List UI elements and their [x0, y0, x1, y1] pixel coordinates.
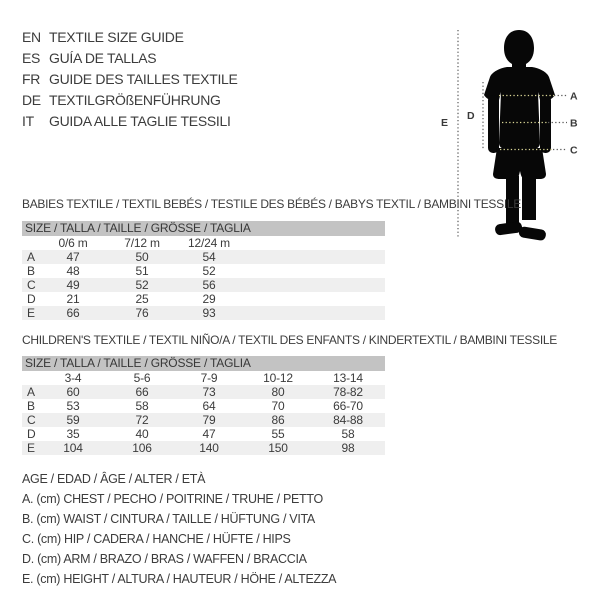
language-row-en: [22, 27, 238, 48]
table-cell: 52: [135, 278, 149, 292]
table-cell: 54: [202, 250, 216, 264]
language-code: ES: [22, 50, 41, 66]
table-cell: 35: [66, 427, 80, 441]
table-cell: 40: [135, 427, 149, 441]
column-header: 3-4: [64, 371, 82, 385]
children-section-title: CHILDREN'S TEXTILE / TEXTIL NIÑO/A / TEXTIL DES ENFANTS / KINDERTEXTIL / BAMBINI TESSILE: [22, 333, 557, 347]
row-label: D: [27, 427, 36, 441]
table-cell: 78-82: [333, 385, 363, 399]
children-column-header-row: [22, 371, 385, 385]
table-cell: 79: [202, 413, 216, 427]
column-header: 7/12 m: [124, 236, 160, 250]
language-code: DE: [22, 92, 41, 108]
row-label: E: [27, 306, 35, 320]
babies-size-table: [22, 221, 385, 320]
table-cell: 48: [66, 264, 80, 278]
table-cell: 86: [271, 413, 285, 427]
table-cell: 66: [135, 385, 149, 399]
legend-arm: D. (cm) ARM / BRAZO / BRAS / WAFFEN / BRACCIA: [22, 552, 307, 566]
language-label: TEXTILE SIZE GUIDE: [49, 29, 184, 45]
table-cell: 55: [271, 427, 285, 441]
children-table-size-header: SIZE / TALLA / TAILLE / GRÖSSE / TAGLIA: [22, 356, 385, 371]
legend-hip: C. (cm) HIP / CADERA / HANCHE / HÜFTE / HIPS: [22, 532, 291, 546]
language-row-fr: [22, 69, 238, 90]
babies-column-header-row: [22, 236, 385, 250]
column-header: 5-6: [133, 371, 151, 385]
column-header: 10-12: [263, 371, 293, 385]
table-row: [22, 292, 385, 306]
language-row-es: [22, 48, 238, 69]
table-row: [22, 250, 385, 264]
language-label: GUIDE DES TAILLES TEXTILE: [49, 71, 238, 87]
column-header: 13-14: [333, 371, 363, 385]
table-cell: 84-88: [333, 413, 363, 427]
table-cell: 66: [66, 306, 80, 320]
waist-label: B: [570, 117, 578, 130]
language-list: [22, 27, 238, 132]
legend-age: AGE / EDAD / ÂGE / ALTER / ETÀ: [22, 472, 206, 486]
table-cell: 140: [199, 441, 219, 455]
table-cell: 58: [341, 427, 355, 441]
column-header: 0/6 m: [58, 236, 88, 250]
table-cell: 98: [341, 441, 355, 455]
table-cell: 25: [135, 292, 149, 306]
table-cell: 66-70: [333, 399, 363, 413]
table-cell: 60: [66, 385, 80, 399]
language-label: GUÍA DE TALLAS: [49, 50, 157, 66]
table-cell: 59: [66, 413, 80, 427]
babies-section-title: BABIES TEXTILE / TEXTIL BEBÉS / TESTILE DES BÉBÉS / BABYS TEXTIL / BAMBINI TESSILE: [22, 197, 521, 211]
table-row: [22, 441, 385, 455]
language-code: EN: [22, 29, 41, 45]
table-cell: 64: [202, 399, 216, 413]
table-cell: 47: [66, 250, 80, 264]
table-cell: 53: [66, 399, 80, 413]
row-label: D: [27, 292, 36, 306]
table-cell: 106: [132, 441, 152, 455]
table-row: [22, 427, 385, 441]
table-cell: 50: [135, 250, 149, 264]
legend-chest: A. (cm) CHEST / PECHO / POITRINE / TRUHE / PETTO: [22, 492, 323, 506]
row-label: E: [27, 441, 35, 455]
legend-height: E. (cm) HEIGHT / ALTURA / HAUTEUR / HÖHE / ALTEZZA: [22, 572, 337, 586]
row-label: B: [27, 399, 35, 413]
table-row: [22, 399, 385, 413]
language-row-de: [22, 90, 238, 111]
language-label: TEXTILGRÖßENFÜHRUNG: [49, 92, 221, 108]
measurement-legend: [22, 469, 336, 589]
language-code: IT: [22, 113, 34, 129]
height-label: E: [441, 117, 449, 129]
row-label: C: [27, 413, 36, 427]
table-cell: 93: [202, 306, 216, 320]
table-cell: 80: [271, 385, 285, 399]
table-row: [22, 264, 385, 278]
row-label: A: [27, 385, 35, 399]
legend-waist: B. (cm) WAIST / CINTURA / TAILLE / HÜFTUNG / VITA: [22, 512, 315, 526]
chest-label: A: [570, 90, 578, 103]
table-cell: 56: [202, 278, 216, 292]
table-row: [22, 385, 385, 399]
table-cell: 104: [63, 441, 83, 455]
table-row: [22, 278, 385, 292]
row-label: B: [27, 264, 35, 278]
table-cell: 29: [202, 292, 216, 306]
column-header: 12/24 m: [188, 236, 230, 250]
table-cell: 72: [135, 413, 149, 427]
language-row-it: [22, 111, 238, 132]
babies-table-size-header: SIZE / TALLA / TAILLE / GRÖSSE / TAGLIA: [22, 221, 385, 236]
children-size-table: [22, 356, 385, 455]
table-cell: 47: [202, 427, 216, 441]
table-cell: 52: [202, 264, 216, 278]
table-cell: 150: [268, 441, 288, 455]
table-cell: 76: [135, 306, 149, 320]
hip-label: C: [570, 144, 578, 157]
table-row: [22, 413, 385, 427]
language-label: GUIDA ALLE TAGLIE TESSILI: [49, 113, 231, 129]
table-cell: 58: [135, 399, 149, 413]
arm-label: D: [467, 110, 475, 122]
table-cell: 49: [66, 278, 80, 292]
language-code: FR: [22, 71, 41, 87]
table-cell: 21: [66, 292, 80, 306]
table-cell: 51: [135, 264, 149, 278]
child-measurement-diagram: [428, 22, 590, 246]
column-header: 7-9: [200, 371, 218, 385]
row-label: C: [27, 278, 36, 292]
table-cell: 70: [271, 399, 285, 413]
table-row: [22, 306, 385, 320]
table-cell: 73: [202, 385, 216, 399]
row-label: A: [27, 250, 35, 264]
